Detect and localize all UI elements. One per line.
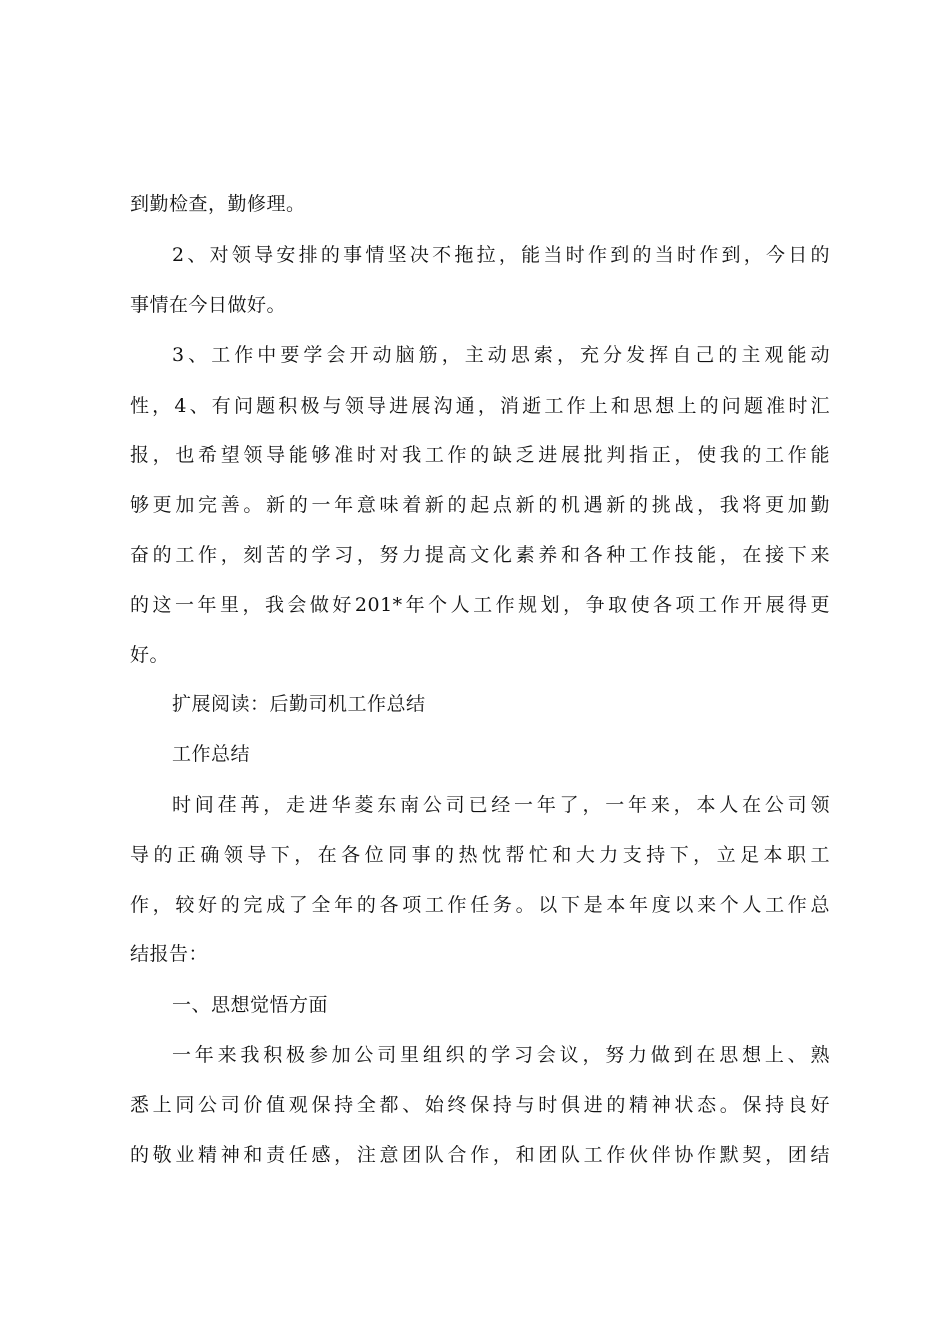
text-line: 奋的工作，刻苦的学习，努力提高文化素养和各种工作技能，在接下来: [130, 544, 830, 566]
text-line: 性，4、有问题积极与领导进展沟通，消逝工作上和思想上的问题准时汇: [130, 395, 830, 417]
text-line: 一年来我积极参加公司里组织的学习会议，努力做到在思想上、熟: [172, 1044, 830, 1066]
text-line: 的敬业精神和责任感，注意团队合作，和团队工作伙伴协作默契，团结: [130, 1144, 830, 1166]
text-line: 导的正确领导下，在各位同事的热忱帮忙和大力支持下，立足本职工: [130, 844, 830, 866]
text-line: 到勤检查，勤修理。: [130, 193, 306, 215]
text-line: 作，较好的完成了全年的各项工作任务。以下是本年度以来个人工作总: [130, 894, 830, 916]
text-line: 2、对领导安排的事情坚决不拖拉，能当时作到的当时作到，今日的: [172, 244, 830, 266]
text-line: 悉上同公司价值观保持全都、始终保持与时俱进的精神状态。保持良好: [130, 1094, 830, 1116]
text-line: 够更加完善。新的一年意味着新的起点新的机遇新的挑战，我将更加勤: [130, 494, 830, 516]
text-line: 3、工作中要学会开动脑筋，主动思索，充分发挥自己的主观能动: [172, 344, 830, 366]
text-line: 好。: [130, 644, 170, 666]
text-line: 报，也希望领导能够准时对我工作的缺乏进展批判指正，使我的工作能: [130, 444, 830, 466]
text-line: 事情在今日做好。: [130, 294, 287, 316]
section-heading: 工作总结: [172, 743, 251, 765]
section-link-line: 扩展阅读：后勤司机工作总结: [172, 693, 426, 715]
text-line: 的这一年里，我会做好201*年个人工作规划，争取使各项工作开展得更: [130, 594, 830, 616]
text-line: 时间荏苒，走进华菱东南公司已经一年了，一年来，本人在公司领: [172, 794, 830, 816]
section-heading: 一、思想觉悟方面: [172, 994, 329, 1016]
text-line: 结报告：: [130, 943, 209, 965]
